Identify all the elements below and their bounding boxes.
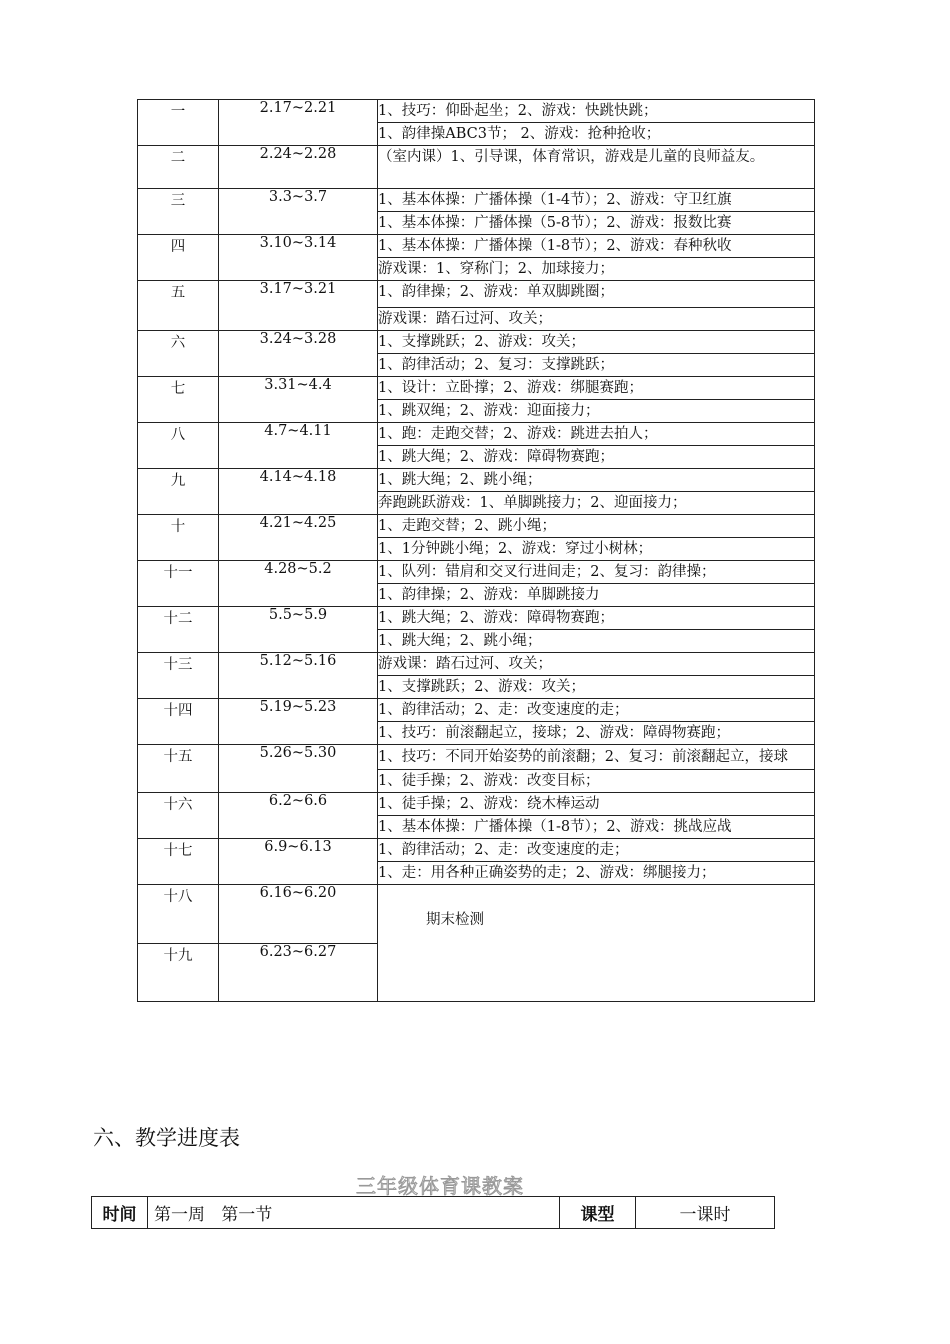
week-cell: 八 [138, 423, 219, 469]
lesson-row [138, 607, 815, 630]
time-label: 时间 [92, 1197, 148, 1229]
lesson-row [138, 839, 815, 862]
lesson-content-cell: 1、跳大绳；2、游戏：障碍物赛跑； [378, 446, 815, 469]
week-cell: 十六 [138, 793, 219, 839]
lesson-content-cell: 1、徒手操；2、游戏：改变目标； [378, 770, 815, 793]
week-cell: 二 [138, 146, 219, 189]
date-cell: 6.16~6.20 [219, 885, 378, 944]
week-cell: 一 [138, 100, 219, 146]
lesson-row [138, 745, 815, 770]
week-cell: 三 [138, 189, 219, 235]
date-cell: 6.9~6.13 [219, 839, 378, 885]
lesson-content-cell: 1、跳大绳；2、跳小绳； [378, 630, 815, 653]
lesson-row [138, 235, 815, 258]
date-cell: 5.5~5.9 [219, 607, 378, 653]
lesson-content-cell: 1、技巧：前滚翻起立，接球；2、游戏：障碍物赛跑； [378, 722, 815, 745]
section-heading: 六、教学进度表 [93, 1126, 240, 1150]
date-cell: 3.31~4.4 [219, 377, 378, 423]
lesson-header-row [92, 1197, 775, 1229]
week-cell: 六 [138, 331, 219, 377]
week-cell: 十九 [138, 943, 219, 1002]
lesson-content-cell: 1、支撑跳跃；2、游戏：攻关； [378, 676, 815, 699]
date-cell: 4.28~5.2 [219, 561, 378, 607]
lesson-row [138, 281, 815, 308]
date-cell: 2.24~2.28 [219, 146, 378, 189]
lesson-content-cell: 1、走：用各种正确姿势的走；2、游戏：绑腿接力； [378, 862, 815, 885]
week-cell: 九 [138, 469, 219, 515]
lesson-row [138, 423, 815, 446]
date-cell: 5.12~5.16 [219, 653, 378, 699]
lesson-row [138, 699, 815, 722]
lesson-content-cell: 1、走跑交替；2、跳小绳； [378, 515, 815, 538]
week-cell: 十八 [138, 885, 219, 944]
lesson-row [138, 331, 815, 354]
lesson-row [138, 146, 815, 189]
date-cell: 6.23~6.27 [219, 943, 378, 1002]
week-cell: 十一 [138, 561, 219, 607]
week-cell: 五 [138, 281, 219, 331]
type-value: 一课时 [636, 1197, 775, 1229]
lesson-row [138, 189, 815, 212]
week-cell: 十五 [138, 745, 219, 793]
week-cell: 十 [138, 515, 219, 561]
date-cell: 3.3~3.7 [219, 189, 378, 235]
lesson-content-cell: 游戏课：踏石过河、攻关； [378, 308, 815, 331]
week-cell: 十七 [138, 839, 219, 885]
date-cell: 5.19~5.23 [219, 699, 378, 745]
lesson-content-cell: 游戏课：踏石过河、攻关； [378, 653, 815, 676]
lesson-content-cell: 1、队列：错肩和交叉行进间走；2、复习：韵律操； [378, 561, 815, 584]
lesson-content-cell: 1、跳大绳；2、游戏：障碍物赛跑； [378, 607, 815, 630]
plan-title: 三年级体育课教案 [356, 1174, 524, 1198]
lesson-content-cell: 1、技巧：仰卧起坐；2、游戏：快跳快跳； [378, 100, 815, 123]
date-cell: 4.21~4.25 [219, 515, 378, 561]
lesson-content-cell: 1、韵律操；2、游戏：单双脚跳圈； [378, 281, 815, 308]
lesson-content-cell: 1、基本体操：广播体操（1-8节）；2、游戏：挑战应战 [378, 816, 815, 839]
date-cell: 5.26~5.30 [219, 745, 378, 793]
lesson-content-cell: 奔跑跳跃游戏：1、单脚跳接力；2、迎面接力； [378, 492, 815, 515]
date-cell: 3.17~3.21 [219, 281, 378, 331]
lesson-header-table [91, 1196, 775, 1229]
lesson-content-cell: 游戏课：1、穿称门；2、加球接力； [378, 258, 815, 281]
date-cell: 2.17~2.21 [219, 100, 378, 146]
lesson-content-cell: 1、支撑跳跃；2、游戏：攻关； [378, 331, 815, 354]
lesson-content-cell: 1、技巧：不同开始姿势的前滚翻；2、复习：前滚翻起立，接球 [378, 745, 815, 770]
date-cell: 6.2~6.6 [219, 793, 378, 839]
date-cell: 4.7~4.11 [219, 423, 378, 469]
time-value: 第一周 第一节 [148, 1197, 560, 1229]
lesson-content-cell: 1、跳大绳；2、跳小绳； [378, 469, 815, 492]
final-exam-cell: 期末检测 [378, 885, 815, 1002]
date-cell: 3.24~3.28 [219, 331, 378, 377]
lesson-content-cell: 1、韵律活动；2、走：改变速度的走； [378, 699, 815, 722]
lesson-content-cell: 1、韵律操；2、游戏：单脚跳接力 [378, 584, 815, 607]
lesson-content-cell: 1、跑：走跑交替；2、游戏：跳进去拍人； [378, 423, 815, 446]
date-cell: 4.14~4.18 [219, 469, 378, 515]
lesson-content-cell: 1、设计：立卧撑；2、游戏：绑腿赛跑； [378, 377, 815, 400]
schedule-table [137, 99, 815, 1002]
lesson-content-cell: 1、基本体操：广播体操（5-8节）；2、游戏：报数比赛 [378, 212, 815, 235]
lesson-row [138, 100, 815, 123]
lesson-row [138, 653, 815, 676]
lesson-content-cell: 1、1分钟跳小绳；2、游戏：穿过小树林； [378, 538, 815, 561]
date-cell: 3.10~3.14 [219, 235, 378, 281]
lesson-content-cell: 1、徒手操；2、游戏：绕木棒运动 [378, 793, 815, 816]
week-cell: 十二 [138, 607, 219, 653]
week-cell: 四 [138, 235, 219, 281]
lesson-row [138, 515, 815, 538]
week-cell: 十四 [138, 699, 219, 745]
lesson-content-cell: 1、韵律操ABC3节； 2、游戏：抢种抢收； [378, 123, 815, 146]
lesson-content-cell: （室内课）1、引导课，体育常识，游戏是儿童的良师益友。 [378, 146, 815, 189]
lesson-content-cell: 1、韵律活动；2、走：改变速度的走； [378, 839, 815, 862]
lesson-content-cell: 1、基本体操：广播体操（1-8节）；2、游戏：春种秋收 [378, 235, 815, 258]
week-cell: 七 [138, 377, 219, 423]
week-row [138, 885, 815, 944]
lesson-content-cell: 1、韵律活动；2、复习：支撑跳跃； [378, 354, 815, 377]
lesson-row [138, 377, 815, 400]
lesson-row [138, 561, 815, 584]
lesson-content-cell: 1、跳双绳；2、游戏：迎面接力； [378, 400, 815, 423]
lesson-row [138, 793, 815, 816]
lesson-row [138, 469, 815, 492]
week-cell: 十三 [138, 653, 219, 699]
type-label: 课型 [560, 1197, 636, 1229]
lesson-content-cell: 1、基本体操：广播体操（1-4节）；2、游戏：守卫红旗 [378, 189, 815, 212]
